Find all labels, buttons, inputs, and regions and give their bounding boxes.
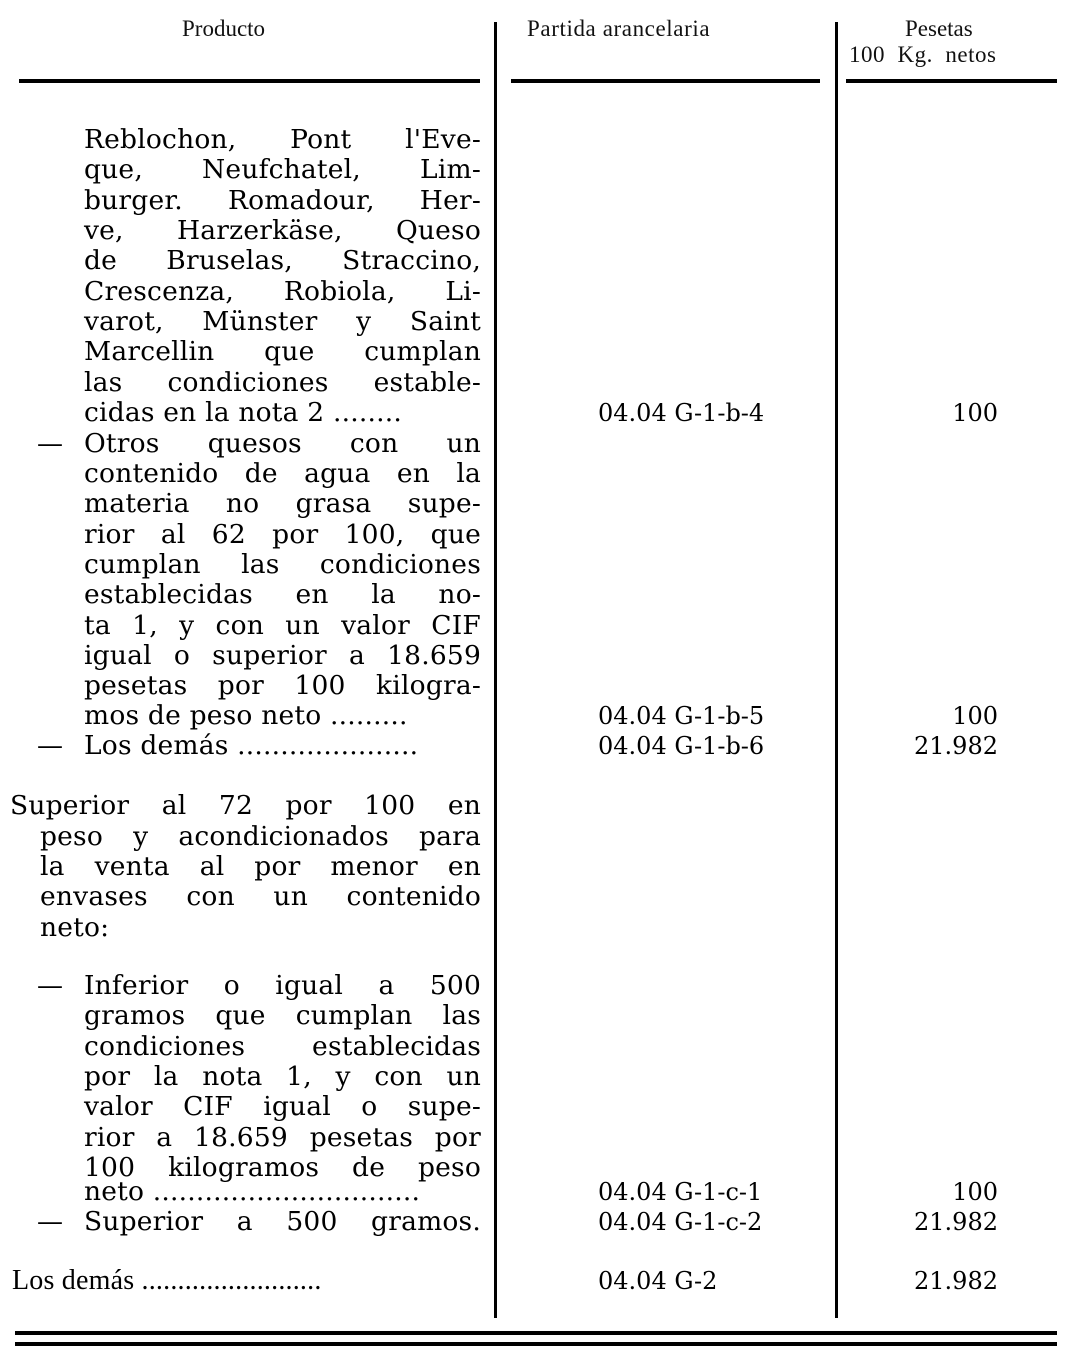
price-value: 21.982 (914, 1267, 998, 1295)
price-value: 100 (952, 1178, 998, 1206)
product-text-line: por la nota 1, y con un (84, 1061, 481, 1092)
product-text-line: que, Neufchatel, Lim- (84, 154, 481, 185)
product-text-line: peso y acondicionados para (40, 821, 481, 852)
product-text-line: neto ............................... (84, 1176, 421, 1207)
product-text-line: pesetas por 100 kilogra- (84, 670, 481, 701)
product-text-line: envases con un contenido (40, 881, 481, 912)
product-text-line: la venta al por menor en (40, 851, 481, 882)
header-rule-product (19, 79, 480, 83)
dash-bullet: — (37, 731, 63, 761)
table-bottom-rule-2 (15, 1342, 1057, 1346)
tariff-code: 04.04 G-2 (598, 1267, 718, 1295)
price-value: 100 (952, 399, 998, 427)
tariff-code: 04.04 G-1-b-4 (598, 399, 765, 427)
product-text-line: Otros quesos con un (84, 428, 481, 459)
tariff-code: 04.04 G-1-b-5 (598, 702, 765, 730)
tariff-code: 04.04 G-1-c-1 (598, 1178, 763, 1206)
product-text-line: Inferior o igual a 500 (84, 970, 481, 1001)
product-text-line: burger. Romadour, Her- (84, 185, 481, 216)
header-rule-price (846, 79, 1057, 83)
product-text-line: ta 1, y con un valor CIF (84, 610, 481, 641)
price-value: 100 (952, 702, 998, 730)
price-value: 21.982 (914, 1208, 998, 1236)
column-divider-1 (494, 22, 497, 1318)
product-text-line: cidas en la nota 2 ........ (84, 397, 402, 428)
product-text-line: Reblochon, Pont l'Eve- (84, 124, 481, 155)
product-text-line: cumplan las condiciones (84, 549, 481, 580)
dash-bullet: — (37, 429, 63, 459)
dash-bullet: — (37, 1207, 63, 1237)
tariff-code: 04.04 G-1-c-2 (598, 1208, 763, 1236)
header-rule-tariff (511, 79, 820, 83)
price-value: 21.982 (914, 732, 998, 760)
product-text-line: neto: (40, 912, 110, 943)
product-text-line: rior a 18.659 pesetas por (84, 1122, 481, 1153)
product-text-line: de Bruselas, Straccino, (84, 245, 481, 276)
product-text-line: rior al 62 por 100, que (84, 519, 481, 550)
product-text-line: Marcellin que cumplan (84, 336, 481, 367)
table-bottom-rule-1 (15, 1331, 1057, 1335)
product-text-line: valor CIF igual o supe- (84, 1091, 481, 1122)
product-text-line: igual o superior a 18.659 (84, 640, 481, 671)
product-text-line: gramos que cumplan las (84, 1000, 481, 1031)
product-text-line: materia no grasa supe- (84, 488, 481, 519)
column-header-product: Producto (182, 16, 266, 41)
product-text-line: establecidas en la no- (84, 579, 481, 610)
product-text-line: Crescenza, Robiola, Li- (84, 276, 481, 307)
product-text-line: varot, Münster y Saint (84, 306, 481, 337)
dash-bullet: — (37, 971, 63, 1001)
product-text-line: ve, Harzerkäse, Queso (84, 215, 481, 246)
column-header-tariff: Partida arancelaria (527, 16, 711, 41)
column-header-price-unit: Pesetas (905, 16, 973, 41)
product-text-line: las condiciones estable- (84, 367, 481, 398)
product-text-line: Los demás ..................... (84, 730, 419, 761)
product-text-line: Los demás ......................... (12, 1265, 322, 1296)
column-header-price-qty: 100 Kg. netos (849, 42, 997, 67)
product-text-line: mos de peso neto ......... (84, 700, 408, 731)
column-divider-2 (835, 22, 838, 1318)
product-text-line: 100 kilogramos de peso (84, 1152, 481, 1183)
product-text-line: contenido de agua en la (84, 458, 481, 489)
tariff-code: 04.04 G-1-b-6 (598, 732, 765, 760)
product-text-line: condiciones establecidas (84, 1031, 481, 1062)
product-text-line: Superior al 72 por 100 en (10, 790, 481, 821)
product-text-line: Superior a 500 gramos. (84, 1206, 481, 1237)
